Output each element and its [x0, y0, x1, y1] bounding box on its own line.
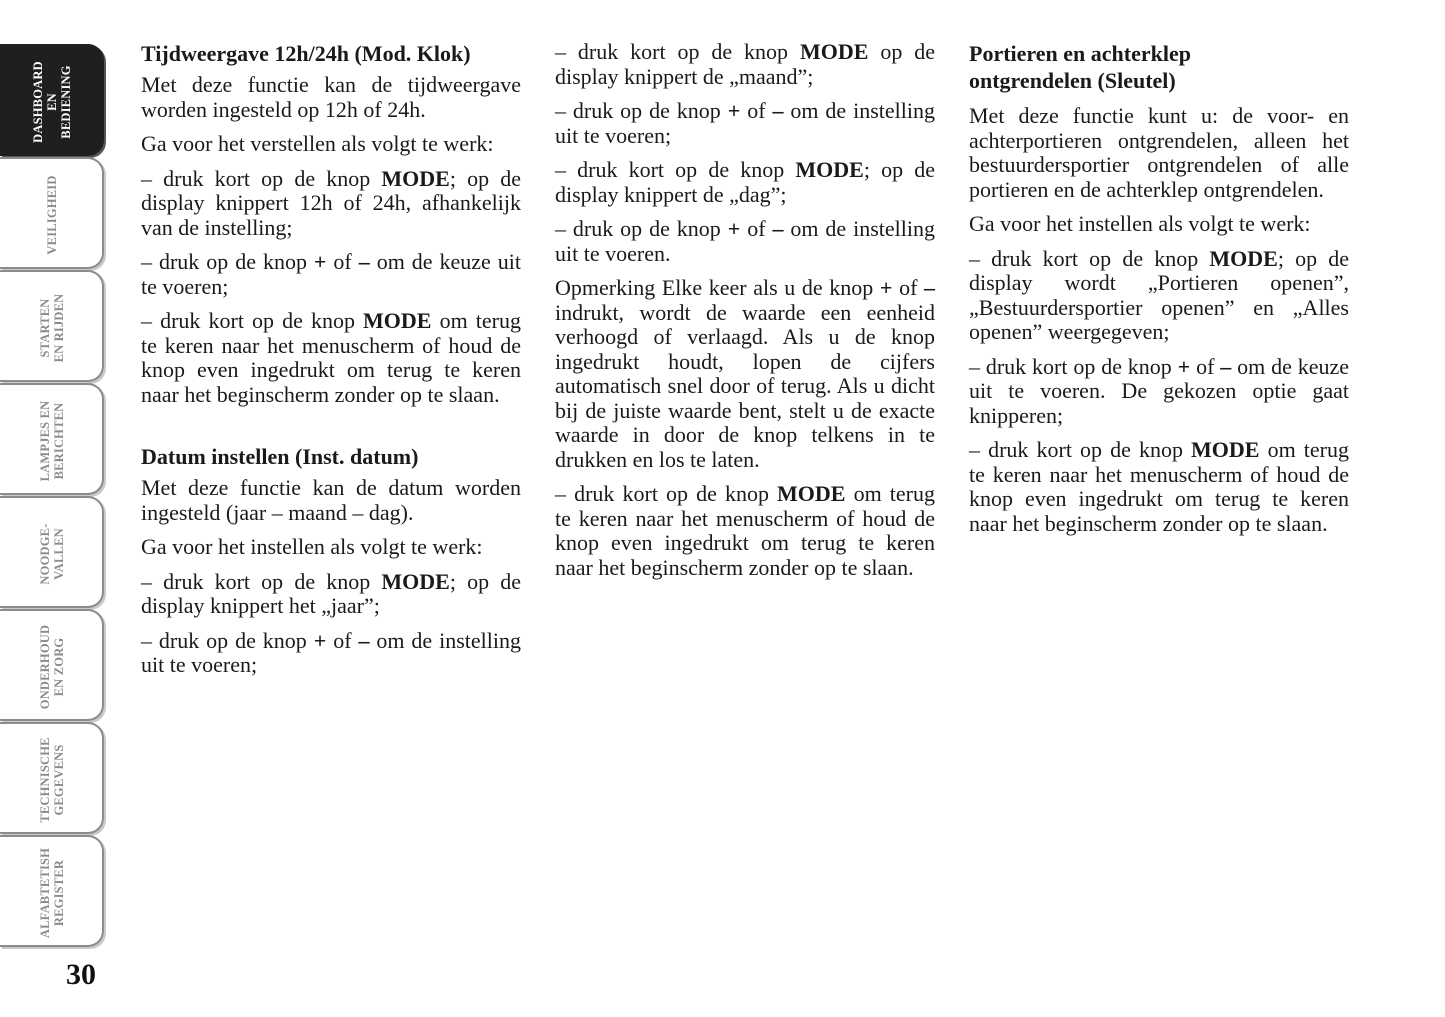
- tab-label-line: NOODGE-: [38, 523, 52, 585]
- tab-label-line: EN ZORG: [52, 637, 66, 697]
- step-item: – druk kort op de knop MODE; op de display wordt „Portieren openen”, „Bestuurdersportier openen” en „Alles openen” weergegeven;: [969, 245, 1349, 344]
- page-number: 30: [66, 958, 96, 991]
- tab-onderhoud-en-zorg[interactable]: [0, 609, 104, 721]
- step-item: – druk op de knop + of – om de instelling uit te voeren;: [141, 627, 522, 677]
- tab-veiligheid[interactable]: [0, 157, 104, 269]
- step-item: – druk kort op de knop + of – om de keuze uit te voeren. De gekozen optie gaat knipperen;: [969, 353, 1350, 428]
- tab-label-line: STARTEN: [38, 298, 52, 358]
- paragraph: Ga voor het instellen als volgt te werk:: [141, 534, 483, 559]
- tab-label-line: GEGEVENS: [52, 744, 66, 816]
- column-3: [969, 40, 1349, 546]
- tab-label-line: LAMPJES EN: [38, 400, 52, 482]
- column-2: [555, 40, 935, 590]
- tab-label-line: VALLEN: [52, 528, 66, 580]
- section-title-time-format: Tijdweergave 12h/24h (Mod. Klok): [141, 41, 471, 66]
- step-item: – druk kort op de knop MODE op de display knippert de „maand”;: [555, 39, 935, 89]
- tab-label-line: DASHBOARD: [31, 61, 45, 143]
- tab-alfabetisch-register[interactable]: [0, 835, 104, 947]
- tab-dashboard-en-bediening[interactable]: [0, 44, 104, 156]
- step-item: – druk kort op de knop MODE; op de display knippert 12h of 24h, afhankelijk van de instelling;: [141, 165, 521, 240]
- step-item: – druk kort op de knop MODE; op de display knippert de „dag”;: [555, 157, 935, 207]
- note-paragraph: Opmerking Elke keer als u de knop + of – indrukt, wordt de waarde een eenheid verhoogd of verlaagd. Als u de knop ingedrukt houdt, lopen de cijfers automatisch snel door of terug. Als u dicht bij de juiste waarde bent, stelt u de exacte waarde in door de knop telkens in te drukken en los te laten.: [555, 275, 936, 472]
- step-item: – druk kort op de knop MODE om terug te keren naar het menuscherm of houd de knop even ingedrukt om terug te keren naar het beginscherm zonder op te slaan.: [969, 437, 1349, 536]
- tab-starten-en-rijden[interactable]: [0, 270, 104, 382]
- tab-technische-gegevens[interactable]: [0, 722, 104, 834]
- step-item: – druk kort op de knop MODE om terug te keren naar het menuscherm of houd de knop even ingedrukt om terug te keren naar het beginscherm zonder op te slaan.: [141, 308, 521, 407]
- tab-label-line: EN: [45, 93, 59, 111]
- step-item: – druk op de knop + of – om de instelling uit te voeren;: [555, 98, 936, 148]
- tab-lampjes-en-berichten[interactable]: [0, 383, 104, 495]
- tab-label-line: TECHNISCHE: [38, 737, 52, 823]
- paragraph: Met deze functie kunt u: de voor- en achterportieren ontgrendelen, alleen het bestuurdersportier ontgrendelen of alle portieren en de achterklep ontgrendelen.: [969, 103, 1349, 202]
- paragraph: Met deze functie kan de tijdweergave worden ingesteld op 12h of 24h.: [141, 72, 521, 122]
- step-item: – druk kort op de knop MODE; op de display knippert het „jaar”;: [141, 568, 521, 618]
- step-item: – druk op de knop + of – om de instelling uit te voeren.: [555, 216, 936, 266]
- step-item: – druk op de knop + of – om de keuze uit te voeren;: [141, 249, 521, 299]
- section-title-doors: Portieren en achterklep ontgrendelen (Sleutel): [969, 41, 1191, 93]
- column-1: [141, 40, 521, 688]
- tab-label-line: ONDERHOUD: [38, 624, 52, 710]
- tab-noodgevallen[interactable]: [0, 496, 104, 608]
- tab-label-line: VEILIGHEID: [45, 175, 59, 255]
- tab-label-line: EN RIJDEN: [52, 293, 66, 363]
- paragraph: Met deze functie kan de datum worden ingesteld (jaar – maand – dag).: [141, 475, 521, 525]
- tab-label-line: BEDIENING: [59, 65, 73, 139]
- tab-label-line: BERICHTEN: [52, 402, 66, 480]
- section-title-date: Datum instellen (Inst. datum): [141, 444, 419, 469]
- tab-label-line: REGISTER: [52, 859, 66, 927]
- paragraph: Ga voor het verstellen als volgt te werk:: [141, 131, 494, 156]
- step-item: – druk kort op de knop MODE om terug te keren naar het menuscherm of houd de knop even ingedrukt om terug te keren naar het beginscherm zonder op te slaan.: [555, 481, 935, 580]
- paragraph: Ga voor het instellen als volgt te werk:: [969, 211, 1311, 236]
- tab-label-line: ALFABTETISH: [38, 847, 52, 939]
